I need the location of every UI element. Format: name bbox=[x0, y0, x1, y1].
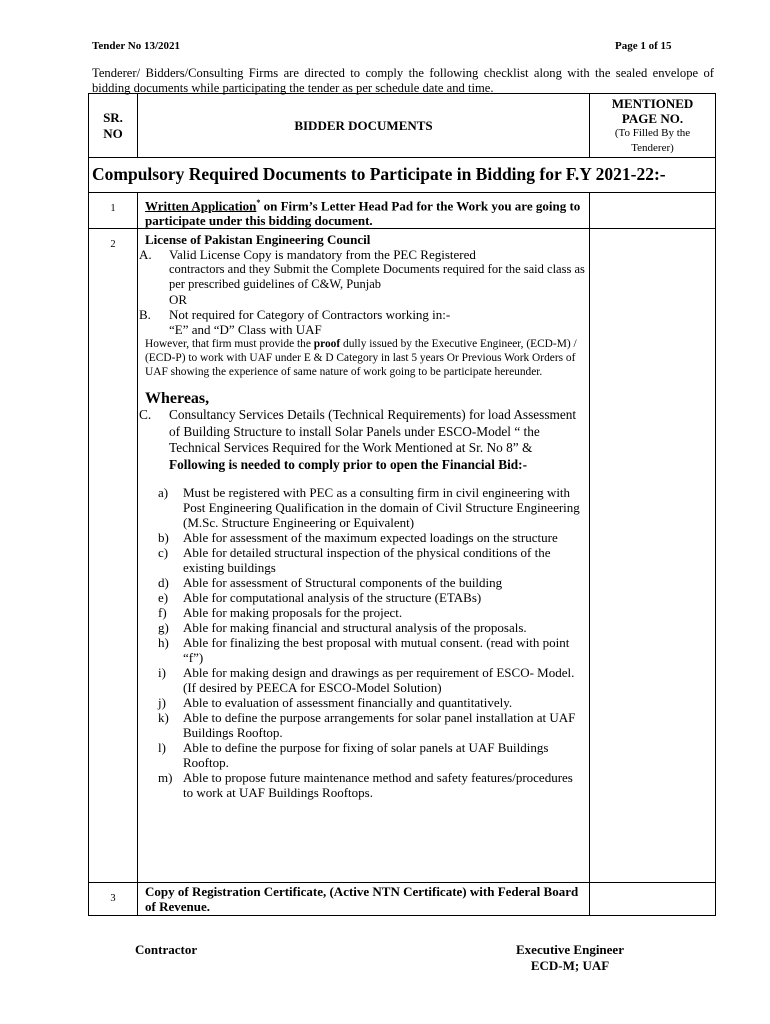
list-item: b) Able for assessment of the maximum expected loadings on the structure bbox=[158, 530, 558, 546]
tender-number: Tender No 13/2021 bbox=[92, 40, 181, 52]
table-row bbox=[89, 229, 716, 883]
table-header-row bbox=[89, 94, 716, 158]
or-label: OR bbox=[169, 292, 188, 308]
option-a-detail: contractors and they Submit the Complete Documents required for the said class as per prescribed guidelines of C&W, Punjab bbox=[169, 262, 585, 292]
row-sr: 3 bbox=[89, 883, 138, 916]
list-item: d) Able for assessment of Structural components of the building bbox=[158, 575, 503, 591]
list-item: j) Able to evaluation of assessment financially and quantitatively. bbox=[158, 695, 513, 711]
list-item: l) Able to define the purpose for fixing of solar panels at UAF Buildings Rooftop. bbox=[158, 740, 549, 771]
list-item: A. Valid License Copy is mandatory from the PEC Registered bbox=[139, 247, 476, 263]
table-row bbox=[89, 883, 716, 916]
section-title: Compulsory Required Documents to Participate in Bidding for F.Y 2021-22:- bbox=[89, 158, 716, 193]
list-item: f) Able for making proposals for the project. bbox=[158, 605, 403, 621]
row-ntn-certificate: Copy of Registration Certificate, (Active NTN Certificate) with Federal Board of Revenue. bbox=[138, 883, 590, 916]
intro-paragraph: Tenderer/ Bidders/Consulting Firms are directed to comply the following checklist along with the sealed envelope of bidding documents while participating the tender as per schedule date and time. bbox=[92, 66, 714, 95]
row-pec-license bbox=[138, 229, 590, 883]
checklist-table bbox=[88, 93, 716, 916]
contractor-signature: Contractor bbox=[135, 942, 198, 957]
list-item: k) Able to define the purpose arrangements for solar panel installation at UAF Buildings Rooftop. bbox=[158, 710, 576, 741]
table-row bbox=[89, 193, 716, 229]
col-sr-header: SR. NO bbox=[89, 94, 138, 158]
consultancy-requirements-list bbox=[139, 485, 585, 800]
class-e-d: “E” and “D” Class with UAF bbox=[169, 322, 322, 338]
whereas-heading: Whereas, bbox=[145, 390, 210, 408]
list-item: g) Able for making financial and structural analysis of the proposals. bbox=[158, 620, 527, 636]
however-note: However, that firm must provide the proof dully issued by the Executive Engineer, (ECD-M) / (ECD-P) to work with UAF under E & D Category in last 5 years Or Previous Work Orders of UAF showing the experience of same nature of work going to be participate hereunder. bbox=[145, 338, 577, 379]
list-item: m) Able to propose future maintenance method and safety features/procedures to work at UAF Buildings Rooftops. bbox=[158, 770, 573, 801]
list-item: B. Not required for Category of Contractors working in:- bbox=[139, 307, 451, 323]
list-item: i) Able for making design and drawings as per requirement of ESCO- Model. (If desired by PEECA for ESCO-Model Solution) bbox=[158, 665, 575, 696]
col-page-header: MENTIONED PAGE NO. (To Filled By the Tenderer) bbox=[590, 94, 716, 158]
list-item: e) Able for computational analysis of the structure (ETABs) bbox=[158, 590, 482, 606]
page-no-cell bbox=[590, 883, 716, 916]
row-sr: 2 bbox=[89, 229, 138, 883]
row-written-application: Written Application* on Firm’s Letter Head Pad for the Work you are going to participate under this bidding document. bbox=[138, 193, 590, 229]
page-no-cell bbox=[590, 229, 716, 883]
list-item: C. Consultancy Services Details (Technical Requirements) for load Assessment of Building Structure to install Solar Panels under ESCO-Model “ the Technical Services Required for the Work Mentioned at Sr. No 8” & Following is needed to comply prior to open the Financial Bid:- bbox=[139, 407, 577, 472]
executive-engineer-signature: Executive Engineer ECD-M; UAF bbox=[516, 942, 624, 973]
page-no-cell bbox=[590, 193, 716, 229]
page-number: Page 1 of 15 bbox=[615, 40, 672, 52]
list-item: a) Must be registered with PEC as a consulting firm in civil engineering with Post Engineering Qualification in the domain of Civil Structure Engineering (M.Sc. Structure Engineering or Equivalent) bbox=[158, 485, 580, 531]
col-docs-header: BIDDER DOCUMENTS bbox=[138, 94, 590, 158]
pec-title: License of Pakistan Engineering Council bbox=[145, 232, 371, 248]
list-item: h) Able for finalizing the best proposal with mutual consent. (read with point “f”) bbox=[158, 635, 570, 666]
section-row bbox=[89, 158, 716, 193]
list-item: c) Able for detailed structural inspection of the physical conditions of the existing buildings bbox=[158, 545, 551, 576]
row-sr: 1 bbox=[89, 193, 138, 229]
